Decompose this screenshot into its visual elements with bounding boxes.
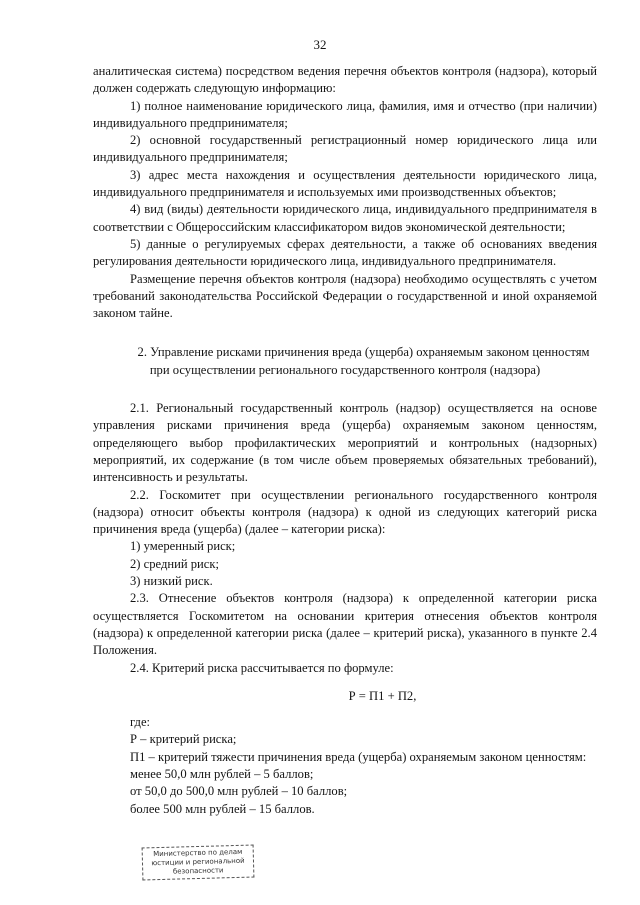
intro-paragraph: аналитическая система) посредством ведения перечня объектов контроля (надзора), который должен содержать следующую информацию: [93,64,597,96]
paragraph-2-2: 2.2. Госкомитет при осуществлении регионального государственного контроля (надзора) относит объекты контроля (надзора) к одной из следующих категорий риска причинения вреда (ущерба) (далее – категории риска): [93,487,597,537]
document-body [93,63,597,818]
score-row-1: менее 50,0 млн рублей – 5 баллов; [130,766,314,781]
ministry-stamp [142,845,255,881]
page-number: 32 [313,37,327,52]
risk-formula: Р = П1 + П2, [348,688,417,703]
paragraph-2-1: 2.1. Региональный государственный контроль (надзор) осуществляется на основе управления рисками причинения вреда (ущерба) охраняемым законом ценностям, определяющего выбор профилактических мероприятий и контрольных (надзорных) мероприятий, их содержание (в том числе объем проверяемых обязательных требований), интенсивность и результаты. [93,401,597,485]
info-item-5: 5) данные о регулируемых сферах деятельности, а также об основаниях введения регулирования деятельности юридического лица, индивидуального предпринимателя. [93,236,597,269]
stamp-line-1: Министерство по делам [153,847,243,859]
score-row-3: более 500 млн рублей – 15 баллов. [130,801,315,816]
info-item-1: 1) полное наименование юридического лица, фамилия, имя и отчество (при наличии) индивидуального предпринимателя; [93,98,597,130]
risk-category-2: 2) средний риск; [130,556,219,571]
placement-paragraph: Размещение перечня объектов контроля (надзора) необходимо осуществлять с учетом требований законодательства Российской Федерации о государственной и иной охраняемой законом тайне. [93,271,597,321]
risk-category-3: 3) низкий риск. [130,574,213,589]
stamp-line-3: безопасности [172,866,224,876]
stamp-line-2: юстиции и региональной [151,856,245,868]
definition-p1: П1 – критерий тяжести причинения вреда (ущерба) охраняемым законом ценностям: [130,749,587,764]
score-row-2: от 50,0 до 500,0 млн рублей – 10 баллов; [130,784,348,799]
where-label: где: [130,715,151,730]
info-item-3: 3) адрес места нахождения и осуществления деятельности юридического лица, индивидуального предпринимателя и используемых ими производственных объектов; [93,167,597,200]
paragraph-2-4: 2.4. Критерий риска рассчитывается по формуле: [130,660,394,675]
risk-category-1: 1) умеренный риск; [130,539,236,554]
info-item-2: 2) основной государственный регистрационный номер юридического лица или индивидуального предпринимателя; [93,133,597,165]
section-heading: 2. Управление рисками причинения вреда (ущерба) охраняемым законом ценностям при осуществлении регионального государственного контроля (надзора) [137,345,590,377]
info-item-4: 4) вид (виды) деятельности юридического лица, индивидуального предпринимателя в соответствии с Общероссийским классификатором видов экономической деятельности; [93,202,597,234]
paragraph-2-3: 2.3. Отнесение объектов контроля (надзора) к определенной категории риска осуществляется Госкомитетом на основании критерия отнесения объектов контроля (надзора) к определенной категории риска (далее – критерий риска), указанного в пункте 2.4 Положения. [93,591,597,658]
definition-p: Р – критерий риска; [130,732,237,747]
